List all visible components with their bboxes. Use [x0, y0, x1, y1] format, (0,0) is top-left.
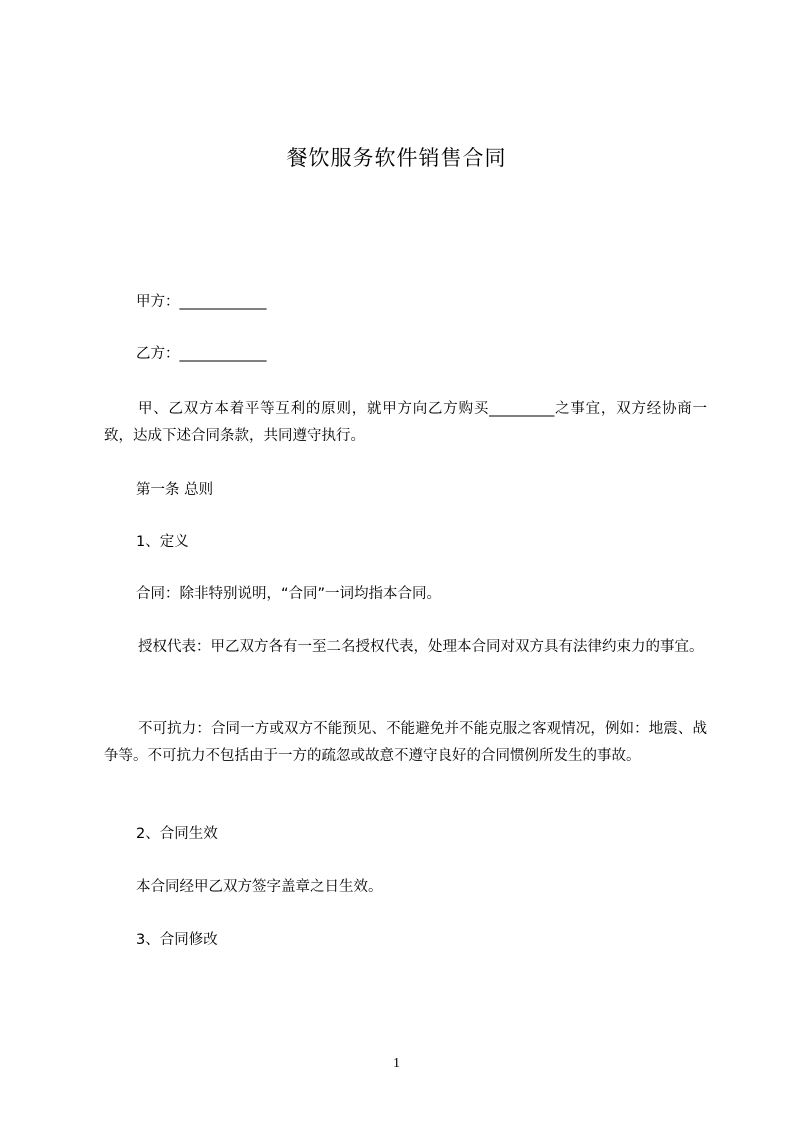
definition-contract: 合同：除非特别说明，“合同”一词均指本合同。 [136, 586, 442, 602]
article-1-heading: 第一条 总则 [136, 482, 214, 498]
definition-force-majeure: 不可抗力：合同一方或双方不能预见、不能避免并不能克服之客观情况，例如：地震、战争等。不可抗力不包括由于一方的疏忽或故意不遵守良好的合同惯例所发生的事故。 [104, 721, 707, 764]
party-a-line [104, 288, 736, 316]
intro-paragraph [104, 396, 707, 450]
intro-text-after: 之事宜，双方经协商一致，达成下述合同条款，共同遵守执行。 [104, 401, 708, 444]
section-1-heading: 1、定义 [136, 534, 189, 550]
party-a-blank: ____________ [179, 294, 267, 310]
section-2-text: 本合同经甲乙双方签字盖章之日生效。 [136, 879, 383, 895]
party-b-blank: ____________ [179, 346, 267, 362]
document-title: 餐饮服务软件销售合同 [286, 146, 507, 170]
party-b-line [104, 340, 736, 368]
party-a-label: 甲方： [136, 294, 180, 310]
section-2-heading: 2、合同生效 [136, 826, 218, 842]
intro-blank: _________ [489, 401, 555, 417]
intro-text-before: 甲、乙双方本着平等互利的原则，就甲方向乙方购买 [138, 401, 490, 417]
definition-authorized-representative: 授权代表：甲乙双方各有一至二名授权代表，处理本合同对双方具有法律约束力的事宜。 [138, 639, 704, 655]
section-3-heading: 3、合同修改 [136, 932, 218, 948]
party-b-label: 乙方： [136, 346, 180, 362]
page-number: 1 [393, 1056, 400, 1071]
